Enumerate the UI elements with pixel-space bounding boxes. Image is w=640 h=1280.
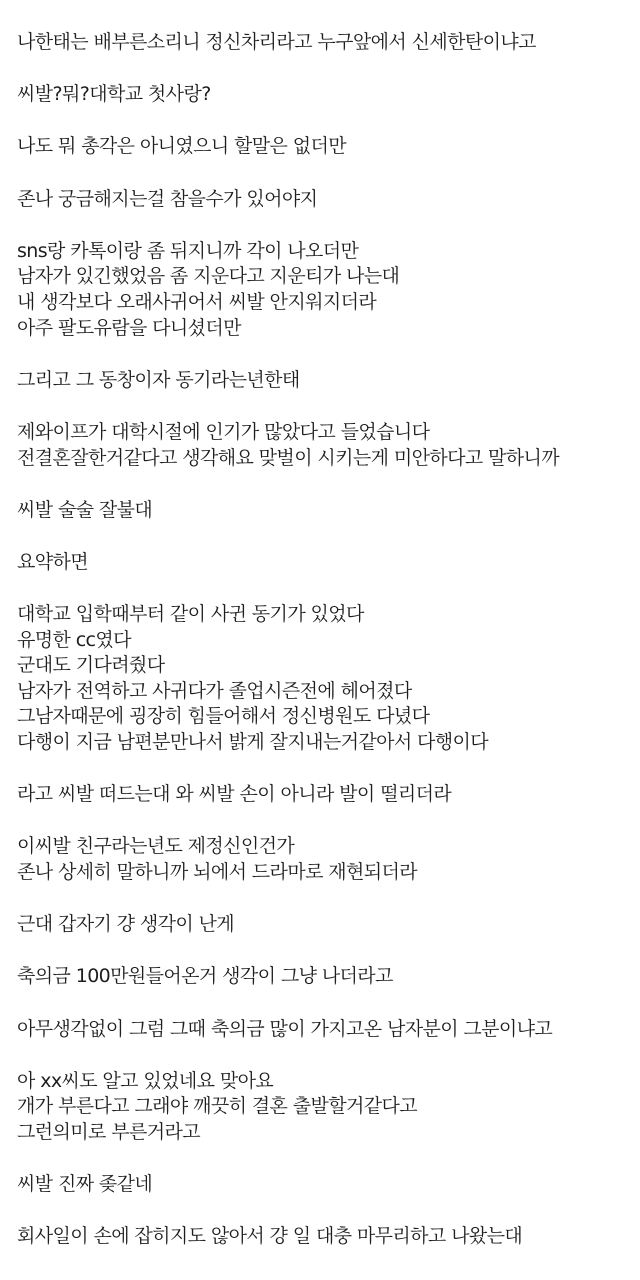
text-line: 남자가 있긴했었음 좀 지운다고 지운티가 나는대 <box>17 265 400 288</box>
text-line: 제와이프가 대학시절에 인기가 많았다고 들었습니다 <box>17 420 430 443</box>
paragraph <box>17 1069 640 1146</box>
text-line: 근대 갑자기 걍 생각이 난게 <box>17 913 235 936</box>
text-line: 군대도 기다려줬다 <box>17 654 165 677</box>
text-line: 전결혼잘한거같다고 생각해요 맞벌이 시키는게 미안하다고 말하니까 <box>17 446 560 469</box>
text-line: 아 xx씨도 알고 있었네요 맞아요 <box>17 1069 274 1092</box>
text-line: 씨발?뭐?대학교 첫사랑? <box>17 83 211 106</box>
paragraph <box>17 187 640 213</box>
paragraph <box>17 420 640 471</box>
paragraph <box>17 1172 640 1198</box>
text-line: 존나 상세히 말하니까 뇌에서 드라마로 재현되더라 <box>17 861 418 883</box>
text-line: 다행이 지금 남편분만나서 밝게 잘지내는거같아서 다행이다 <box>17 731 489 754</box>
paragraph <box>17 239 640 341</box>
text-line: 아무생각없이 그럼 그때 축의금 많이 가지고온 남자분이 그분이냐고 <box>17 1017 553 1040</box>
text-line: 요약하면 <box>17 550 89 573</box>
paragraph <box>17 1017 640 1043</box>
text-line: 남자가 전역하고 사귀다가 졸업시즌전에 헤어졌다 <box>17 679 412 702</box>
text-line: 씨발 술술 잘불대 <box>17 498 153 521</box>
text-line: sns랑 카톡이랑 좀 뒤지니까 각이 나오더만 <box>17 239 359 262</box>
text-line: 개가 부른다고 그래야 깨끗히 결혼 출발할거같다고 <box>17 1095 418 1118</box>
text-line: 나도 뭐 총각은 아니였으니 할말은 없더만 <box>17 135 347 158</box>
text-line: 이씨발 친구라는년도 제정신인건가 <box>17 835 295 858</box>
text-line: 나한태는 배부른소리니 정신차리라고 누구앞에서 신세한탄이냐고 <box>17 31 536 53</box>
paragraph <box>17 82 640 108</box>
paragraph <box>17 498 640 524</box>
text-line: 내 생각보다 오래사귀어서 씨발 안지워지더라 <box>17 290 377 313</box>
text-line: 그남자때문에 굉장히 힘들어해서 정신병원도 다녔다 <box>17 705 430 728</box>
paragraph <box>17 368 640 394</box>
text-line: 그리고 그 동창이자 동기라는년한태 <box>17 368 300 391</box>
paragraph <box>17 550 640 576</box>
text-line: 그런의미로 부른거라고 <box>17 1120 200 1143</box>
paragraph <box>17 602 640 756</box>
paragraph <box>17 964 640 990</box>
paragraph <box>17 834 640 885</box>
text-line: 존나 궁금해지는걸 참을수가 있어야지 <box>17 187 318 210</box>
text-line: 유명한 cc였다 <box>17 628 131 651</box>
text-line: 씨발 진짜 좆같네 <box>17 1173 153 1196</box>
paragraph <box>17 1224 640 1250</box>
paragraph <box>17 134 640 160</box>
text-line: 아주 팔도유람을 다니셨더만 <box>17 316 241 339</box>
paragraph <box>17 912 640 938</box>
text-line: 회사일이 손에 잡히지도 않아서 걍 일 대충 마무리하고 나왔는대 <box>17 1225 523 1248</box>
text-line: 축의금 100만원들어온거 생각이 그냥 나더라고 <box>17 965 393 988</box>
paragraph <box>17 782 640 808</box>
text-line: 대학교 입학때부터 같이 사귄 동기가 있었다 <box>17 603 364 626</box>
paragraph <box>17 30 640 56</box>
text-line: 라고 씨발 떠드는대 와 씨발 손이 아니라 발이 떨리더라 <box>17 783 452 806</box>
